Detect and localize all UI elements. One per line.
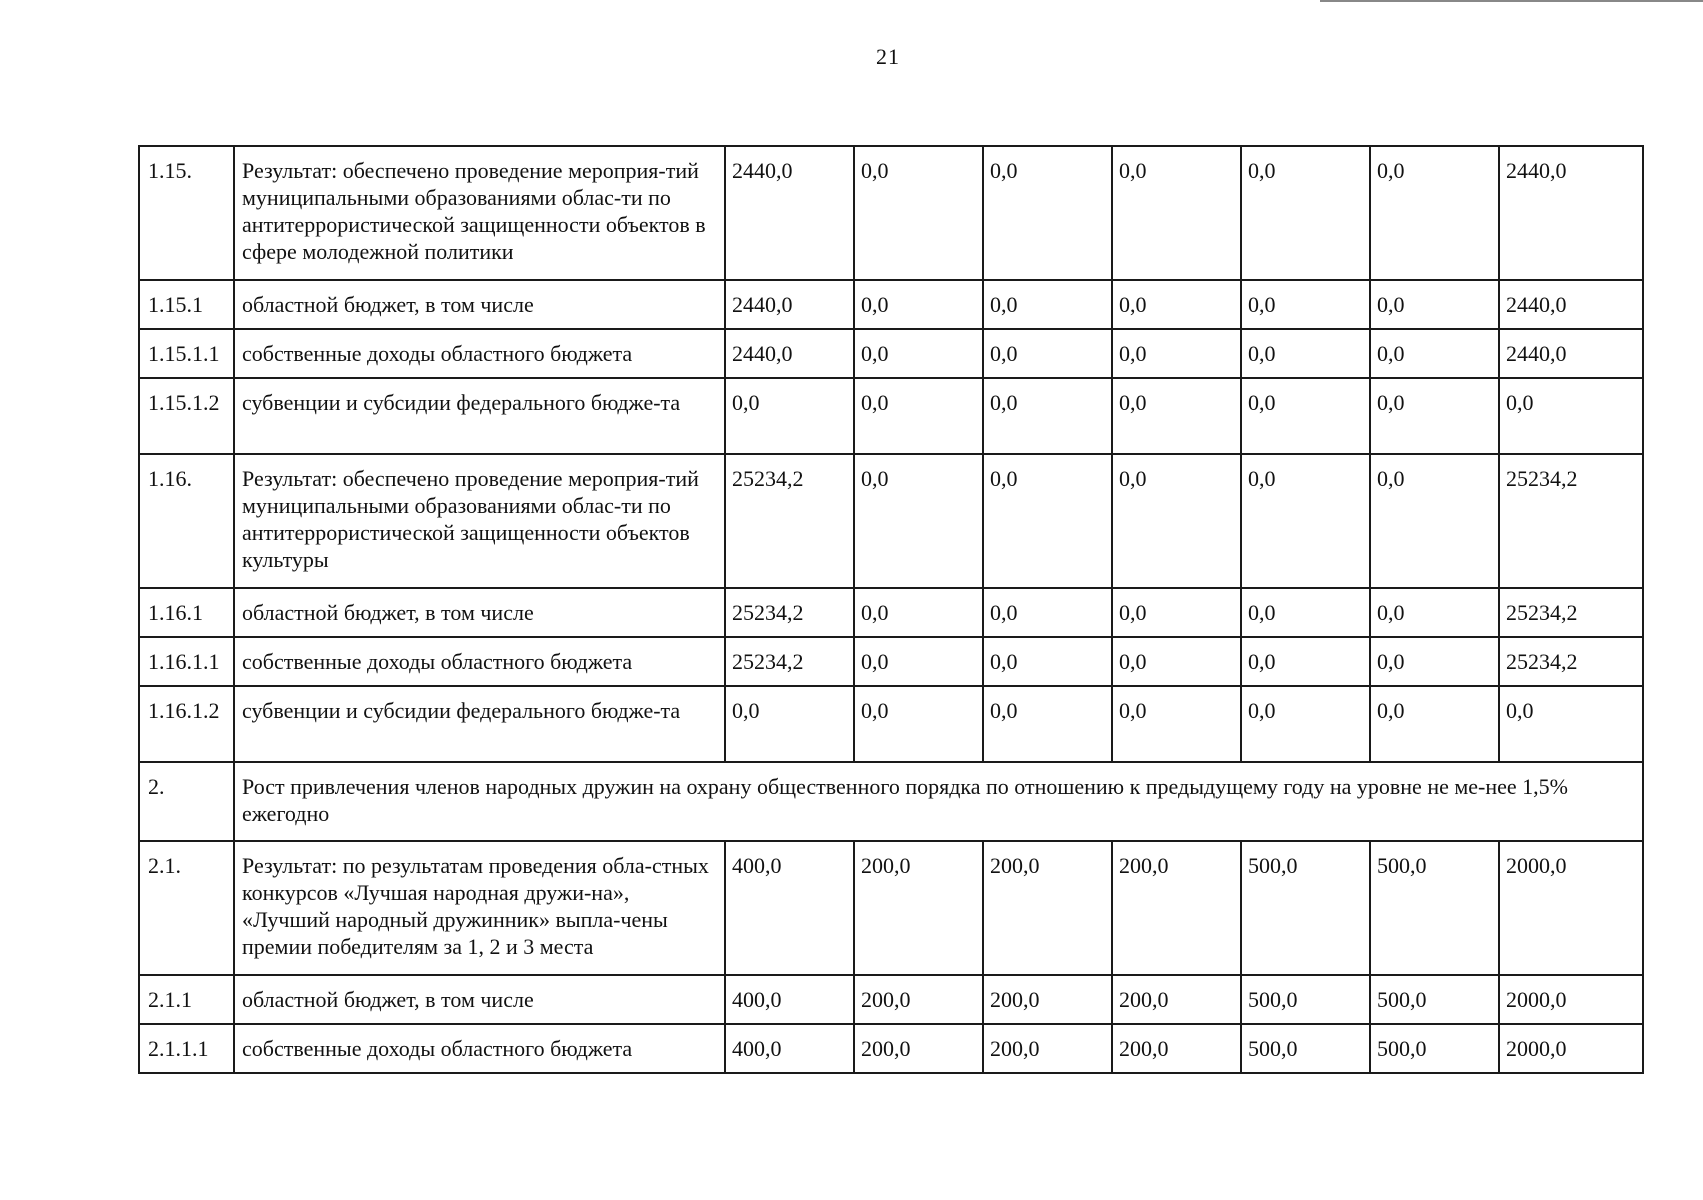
row-code-cell: 1.15.1 xyxy=(139,280,234,329)
row-value-cell: 2440,0 xyxy=(1499,329,1643,378)
row-value-cell: 0,0 xyxy=(1241,378,1370,454)
row-description-cell: областной бюджет, в том числе xyxy=(234,280,725,329)
table-row xyxy=(139,454,1643,588)
row-value-cell: 0,0 xyxy=(1241,329,1370,378)
row-value-cell: 0,0 xyxy=(1241,686,1370,762)
row-value-cell: 2440,0 xyxy=(725,146,854,280)
row-value-cell: 0,0 xyxy=(1370,686,1499,762)
row-code-cell: 1.15.1.2 xyxy=(139,378,234,454)
row-value-cell: 500,0 xyxy=(1241,975,1370,1024)
row-value-cell: 0,0 xyxy=(1370,454,1499,588)
top-edge-rule xyxy=(1320,0,1703,2)
row-value-cell: 0,0 xyxy=(725,686,854,762)
row-value-cell: 0,0 xyxy=(1370,329,1499,378)
row-value-cell: 200,0 xyxy=(1112,975,1241,1024)
row-value-cell: 0,0 xyxy=(1112,637,1241,686)
row-description-cell: собственные доходы областного бюджета xyxy=(234,329,725,378)
row-value-cell: 200,0 xyxy=(983,1024,1112,1073)
row-code-cell: 2. xyxy=(139,762,234,841)
row-value-cell: 0,0 xyxy=(1499,686,1643,762)
row-value-cell: 200,0 xyxy=(1112,1024,1241,1073)
row-description-cell: субвенции и субсидии федерального бюдже-та xyxy=(234,686,725,762)
row-value-cell: 0,0 xyxy=(1112,280,1241,329)
row-value-cell: 0,0 xyxy=(983,454,1112,588)
row-value-cell: 25234,2 xyxy=(725,454,854,588)
table-row xyxy=(139,975,1643,1024)
row-value-cell: 0,0 xyxy=(854,146,983,280)
row-value-cell: 400,0 xyxy=(725,1024,854,1073)
row-code-cell: 1.16.1 xyxy=(139,588,234,637)
row-code-cell: 2.1. xyxy=(139,841,234,975)
row-value-cell: 0,0 xyxy=(1370,637,1499,686)
table-row xyxy=(139,146,1643,280)
row-value-cell: 500,0 xyxy=(1370,841,1499,975)
row-value-cell: 200,0 xyxy=(854,841,983,975)
row-value-cell: 0,0 xyxy=(854,329,983,378)
table-row xyxy=(139,280,1643,329)
row-value-cell: 0,0 xyxy=(1112,329,1241,378)
row-value-cell: 2440,0 xyxy=(1499,280,1643,329)
row-code-cell: 1.16.1.2 xyxy=(139,686,234,762)
row-value-cell: 200,0 xyxy=(854,1024,983,1073)
table-goal-row xyxy=(139,762,1643,841)
row-value-cell: 0,0 xyxy=(1112,378,1241,454)
row-value-cell: 25234,2 xyxy=(1499,588,1643,637)
table-row xyxy=(139,329,1643,378)
row-value-cell: 200,0 xyxy=(1112,841,1241,975)
row-value-cell: 500,0 xyxy=(1241,841,1370,975)
row-value-cell: 200,0 xyxy=(854,975,983,1024)
row-value-cell: 25234,2 xyxy=(725,637,854,686)
row-value-cell: 0,0 xyxy=(1370,588,1499,637)
row-description-cell: областной бюджет, в том числе xyxy=(234,975,725,1024)
row-description-cell: областной бюджет, в том числе xyxy=(234,588,725,637)
table-row xyxy=(139,588,1643,637)
row-value-cell: 0,0 xyxy=(854,280,983,329)
row-code-cell: 1.15.1.1 xyxy=(139,329,234,378)
row-description-cell: Результат: обеспечено проведение мероприя-тий муниципальными образованиями облас-ти по антитеррористической защищенности объектов культуры xyxy=(234,454,725,588)
row-value-cell: 0,0 xyxy=(854,686,983,762)
row-value-cell: 0,0 xyxy=(1370,280,1499,329)
row-value-cell: 25234,2 xyxy=(725,588,854,637)
row-value-cell: 0,0 xyxy=(983,280,1112,329)
row-value-cell: 0,0 xyxy=(854,378,983,454)
row-value-cell: 25234,2 xyxy=(1499,454,1643,588)
row-description-cell: субвенции и субсидии федерального бюдже-та xyxy=(234,378,725,454)
row-value-cell: 2000,0 xyxy=(1499,975,1643,1024)
page-number: 21 xyxy=(876,44,900,69)
row-value-cell: 0,0 xyxy=(983,329,1112,378)
row-description-cell: собственные доходы областного бюджета xyxy=(234,637,725,686)
row-value-cell: 200,0 xyxy=(983,841,1112,975)
row-code-cell: 2.1.1.1 xyxy=(139,1024,234,1073)
row-value-cell: 0,0 xyxy=(1370,378,1499,454)
row-value-cell: 0,0 xyxy=(1241,588,1370,637)
row-value-cell: 0,0 xyxy=(1112,454,1241,588)
row-description-cell: собственные доходы областного бюджета xyxy=(234,1024,725,1073)
row-value-cell: 0,0 xyxy=(1370,146,1499,280)
row-code-cell: 1.16. xyxy=(139,454,234,588)
row-description-cell: Результат: по результатам проведения обла-стных конкурсов «Лучшая народная дружи-на», «Лучший народный дружинник» выпла-чены премии победителям за 1, 2 и 3 места xyxy=(234,841,725,975)
row-value-cell: 0,0 xyxy=(1112,686,1241,762)
row-value-cell: 0,0 xyxy=(1241,280,1370,329)
row-value-cell: 0,0 xyxy=(983,146,1112,280)
table-row xyxy=(139,378,1643,454)
row-value-cell: 0,0 xyxy=(983,637,1112,686)
row-value-cell: 2440,0 xyxy=(1499,146,1643,280)
row-value-cell: 0,0 xyxy=(983,378,1112,454)
row-value-cell: 2000,0 xyxy=(1499,841,1643,975)
row-value-cell: 2440,0 xyxy=(725,280,854,329)
row-value-cell: 0,0 xyxy=(1241,146,1370,280)
row-value-cell: 0,0 xyxy=(1499,378,1643,454)
row-value-cell: 200,0 xyxy=(983,975,1112,1024)
budget-table xyxy=(138,145,1644,1074)
row-code-cell: 2.1.1 xyxy=(139,975,234,1024)
row-value-cell: 0,0 xyxy=(1241,637,1370,686)
row-value-cell: 0,0 xyxy=(854,454,983,588)
row-value-cell: 500,0 xyxy=(1370,975,1499,1024)
table-row xyxy=(139,686,1643,762)
row-value-cell: 0,0 xyxy=(1112,588,1241,637)
row-value-cell: 500,0 xyxy=(1241,1024,1370,1073)
row-value-cell: 0,0 xyxy=(854,588,983,637)
row-value-cell: 0,0 xyxy=(1241,454,1370,588)
row-code-cell: 1.16.1.1 xyxy=(139,637,234,686)
row-value-cell: 0,0 xyxy=(983,588,1112,637)
row-value-cell: 400,0 xyxy=(725,841,854,975)
row-value-cell: 0,0 xyxy=(1112,146,1241,280)
row-value-cell: 2000,0 xyxy=(1499,1024,1643,1073)
row-value-cell: 25234,2 xyxy=(1499,637,1643,686)
budget-table-body xyxy=(139,146,1643,1073)
row-value-cell: 0,0 xyxy=(854,637,983,686)
row-value-cell: 0,0 xyxy=(725,378,854,454)
row-value-cell: 500,0 xyxy=(1370,1024,1499,1073)
row-description-cell: Рост привлечения членов народных дружин на охрану общественного порядка по отношению к предыдущему году на уровне не ме-нее 1,5% ежегодно xyxy=(234,762,1643,841)
row-code-cell: 1.15. xyxy=(139,146,234,280)
table-row xyxy=(139,841,1643,975)
table-row xyxy=(139,1024,1643,1073)
table-row xyxy=(139,637,1643,686)
row-value-cell: 400,0 xyxy=(725,975,854,1024)
row-value-cell: 0,0 xyxy=(983,686,1112,762)
row-description-cell: Результат: обеспечено проведение мероприя-тий муниципальными образованиями облас-ти по антитеррористической защищенности объектов в сфере молодежной политики xyxy=(234,146,725,280)
row-value-cell: 2440,0 xyxy=(725,329,854,378)
